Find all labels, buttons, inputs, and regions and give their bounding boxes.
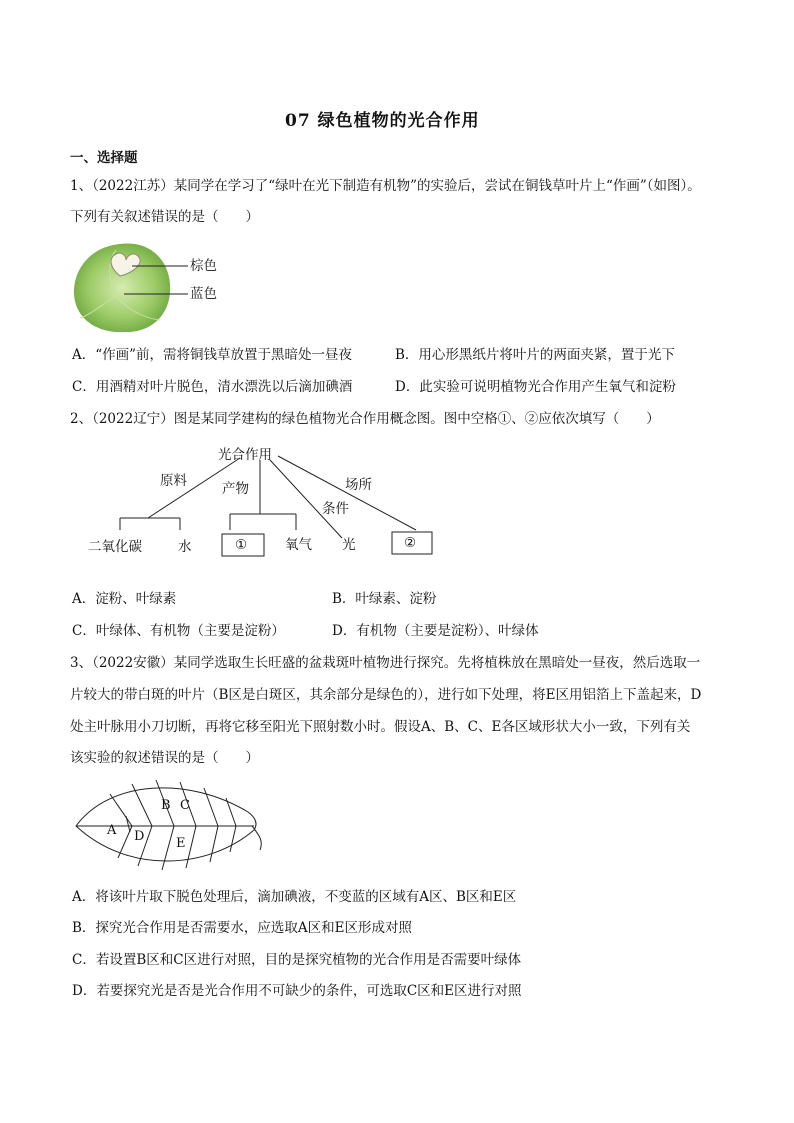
q2-option-a: A．淀粉、叶绿素 bbox=[72, 591, 177, 607]
map-node-water: 水 bbox=[178, 539, 192, 555]
q2-option-b: B．叶绿素、淀粉 bbox=[332, 591, 437, 607]
q1-stem-line1: 1、（2022江苏）某同学在学习了“绿叶在光下制造有机物”的实验后，尝试在铜钱草叶片上“作画”（如图）。 bbox=[70, 178, 701, 194]
map-node-light: 光 bbox=[342, 537, 356, 553]
leaf-stem bbox=[252, 826, 261, 850]
q2-stem-line1: 2、（2022辽宁）图是某同学建构的绿色植物光合作用概念图。图中空格①、②应依次填写（ ） bbox=[70, 411, 660, 427]
q3-stem-line1: 3、（2022安徽）某同学选取生长旺盛的盆栽斑叶植物进行探究。先将植株放在黑暗处一昼夜，然后选取一 bbox=[70, 655, 701, 671]
q1-option-b: B．用心形黑纸片将叶片的两面夹紧，置于光下 bbox=[395, 347, 675, 363]
leaf-region-c: C bbox=[180, 798, 190, 813]
q1-option-a: A．“作画”前，需将铜钱草放置于黑暗处一昼夜 bbox=[72, 347, 353, 363]
map-node-oxygen: 氧气 bbox=[285, 537, 312, 553]
q1-option-c: C．用酒精对叶片脱色，清水漂洗以后滴加碘酒 bbox=[72, 379, 353, 395]
map-node-photosynthesis: 光合作用 bbox=[218, 447, 272, 463]
map-node-blank-1: ① bbox=[235, 537, 248, 553]
map-node-co2: 二氧化碳 bbox=[88, 539, 142, 555]
leaf-region-b: B bbox=[161, 798, 171, 813]
q3-stem-line4: 该实验的叙述错误的是（ ） bbox=[70, 750, 259, 766]
q3-option-b: B．探究光合作用是否需要水，应选取A区和E区形成对照 bbox=[72, 920, 413, 936]
section-heading: 一、选择题 bbox=[70, 150, 138, 166]
q3-stem-line3: 处主叶脉用小刀切断，再将它移至阳光下照射数小时。假设A、B、C、E各区域形状大小一致，下列有关 bbox=[70, 719, 691, 735]
q2-option-c: C．叶绿体、有机物（主要是淀粉） bbox=[72, 623, 285, 639]
page-title: 07 绿色植物的光合作用 bbox=[285, 111, 480, 131]
q3-option-a: A．将该叶片取下脱色处理后，滴加碘液，不变蓝的区域有A区、B区和E区 bbox=[72, 889, 517, 905]
map-edge-place: 场所 bbox=[345, 477, 372, 493]
q3-option-d: D．若要探究光是否是光合作用不可缺少的条件，可选取C区和E区进行对照 bbox=[72, 983, 522, 999]
q1-option-d: D．此实验可说明植物光合作用产生氧气和淀粉 bbox=[395, 379, 676, 395]
leaf-region-d: D bbox=[134, 829, 145, 844]
q1-label-blue: 蓝色 bbox=[190, 286, 217, 302]
leaf-region-e: E bbox=[176, 836, 186, 851]
q3-leaf-diagram bbox=[70, 772, 270, 882]
leaf-region-a: A bbox=[107, 823, 117, 838]
q1-stem-line2: 下列有关叙述错误的是（ ） bbox=[70, 209, 259, 225]
map-edge-raw-material: 原料 bbox=[160, 473, 187, 489]
q3-stem-line2: 片较大的带白斑的叶片（B区是白斑区，其余部分是绿色的），进行如下处理，将E区用铝箔上下盖起来，D bbox=[70, 687, 702, 703]
map-edge-condition: 条件 bbox=[322, 501, 349, 517]
map-edge-product: 产物 bbox=[222, 481, 249, 497]
map-node-blank-2: ② bbox=[404, 535, 417, 551]
q1-label-brown: 棕色 bbox=[190, 258, 217, 274]
q2-option-d: D．有机物（主要是淀粉）、叶绿体 bbox=[332, 623, 539, 639]
q3-option-c: C．若设置B区和C区进行对照，目的是探究植物的光合作用是否需要叶绿体 bbox=[72, 952, 522, 968]
